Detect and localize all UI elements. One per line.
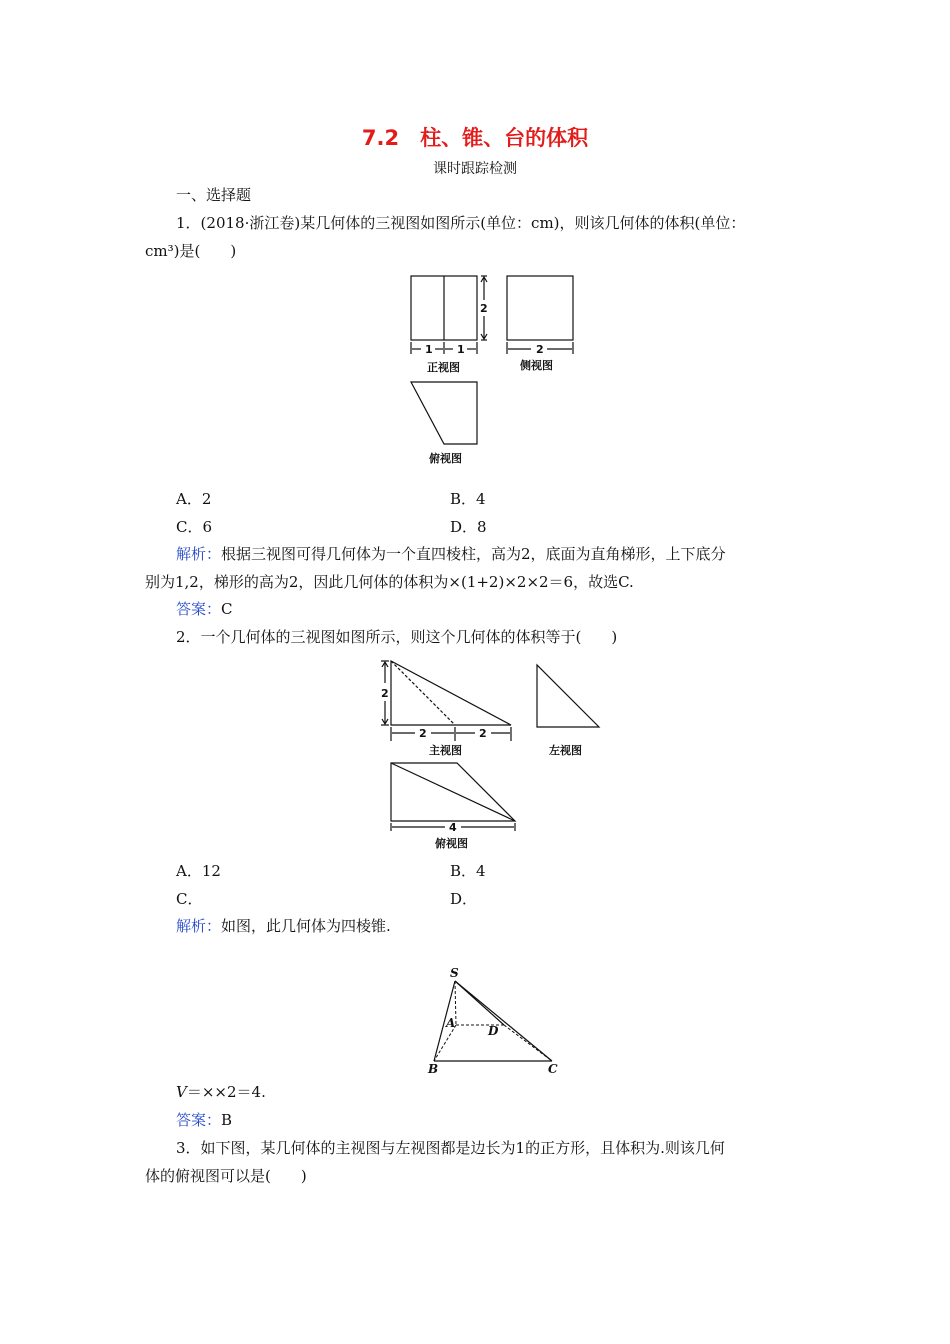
q1-stem-line1: 1．(2018·浙江卷)某几何体的三视图如图所示(单位：cm)，则该几何体的体积(单位： [176, 214, 746, 232]
page-title: 7.2 柱、锥、台的体积 [361, 126, 589, 150]
q2-dim-b1: 2 [419, 727, 427, 740]
q1-front-label: 正视图 [427, 361, 460, 374]
q1-option-b: B．4 [450, 490, 486, 508]
q2-left-label: 左视图 [549, 744, 582, 757]
q2-answer-label: 答案： [176, 1111, 222, 1129]
q1-top-label: 俯视图 [429, 452, 462, 465]
q1-answer-value: C [221, 600, 233, 618]
q1-answer [176, 598, 233, 619]
q2-dim-b2: 2 [479, 727, 487, 740]
pyramid-figure [420, 965, 570, 1075]
q2-top-label: 俯视图 [435, 837, 468, 850]
q1-analysis-line1 [176, 543, 726, 564]
q2-option-d: D． [450, 890, 478, 908]
vertex-s-label: S [450, 966, 459, 980]
q1-dim-side: 2 [536, 343, 544, 356]
q3-stem-line1: 3．如下图，某几何体的主视图与左视图都是边长为1的正方形，且体积为.则该几何 [176, 1139, 725, 1157]
q1-option-c: C．6 [176, 518, 213, 536]
q2-answer-value: B [221, 1111, 233, 1129]
vertex-b-label: B [428, 1062, 439, 1076]
q1-dim-height: 2 [480, 302, 488, 315]
q1-three-view-figure [405, 272, 605, 472]
q2-dim-top: 4 [449, 821, 457, 834]
formula-v: V [176, 1083, 187, 1101]
q1-analysis-label: 解析： [176, 545, 222, 563]
q3-stem-line2: 体的俯视图可以是( ) [145, 1167, 307, 1185]
vertex-d-label: D [488, 1024, 499, 1038]
q2-left-view [537, 665, 599, 727]
q2-analysis-text: 如图，此几何体为四棱锥. [221, 917, 391, 935]
q1-side-view [507, 276, 573, 340]
q2-option-b: B．4 [450, 862, 486, 880]
q2-volume-formula [176, 1081, 266, 1102]
q1-stem-line2: cm³)是( ) [145, 242, 237, 260]
q1-dim-left: 1 [425, 343, 433, 356]
q1-option-a: A．2 [176, 490, 212, 508]
q2-main-view [391, 661, 511, 725]
q2-option-c: C． [176, 890, 203, 908]
q1-analysis-text1: 根据三视图可得几何体为一个直四棱柱，高为2，底面为直角梯形，上下底分 [221, 545, 726, 563]
q2-analysis [176, 915, 391, 936]
q2-stem: 2．一个几何体的三视图如图所示，则这个几何体的体积等于( ) [176, 628, 618, 646]
q1-analysis-line2: 别为1,2，梯形的高为2，因此几何体的体积为×(1+2)×2×2＝6，故选C. [145, 573, 634, 591]
formula-rest: ＝××2＝4. [186, 1083, 266, 1101]
page-subtitle: 课时跟踪检测 [433, 161, 517, 177]
q1-side-label: 侧视图 [520, 359, 553, 372]
q2-analysis-label: 解析： [176, 917, 222, 935]
q2-answer [176, 1109, 232, 1130]
q1-answer-label: 答案： [176, 600, 222, 618]
vertex-a-label: A [446, 1016, 456, 1030]
q2-main-label: 主视图 [429, 744, 462, 757]
q2-dim-height: 2 [381, 687, 389, 700]
q2-option-a: A．12 [176, 862, 221, 880]
q1-top-view [411, 382, 477, 444]
q2-three-view-figure [375, 655, 625, 855]
q1-option-d: D．8 [450, 518, 487, 536]
q1-dim-right: 1 [457, 343, 465, 356]
vertex-c-label: C [548, 1062, 558, 1076]
section-heading: 一、选择题 [176, 186, 252, 204]
